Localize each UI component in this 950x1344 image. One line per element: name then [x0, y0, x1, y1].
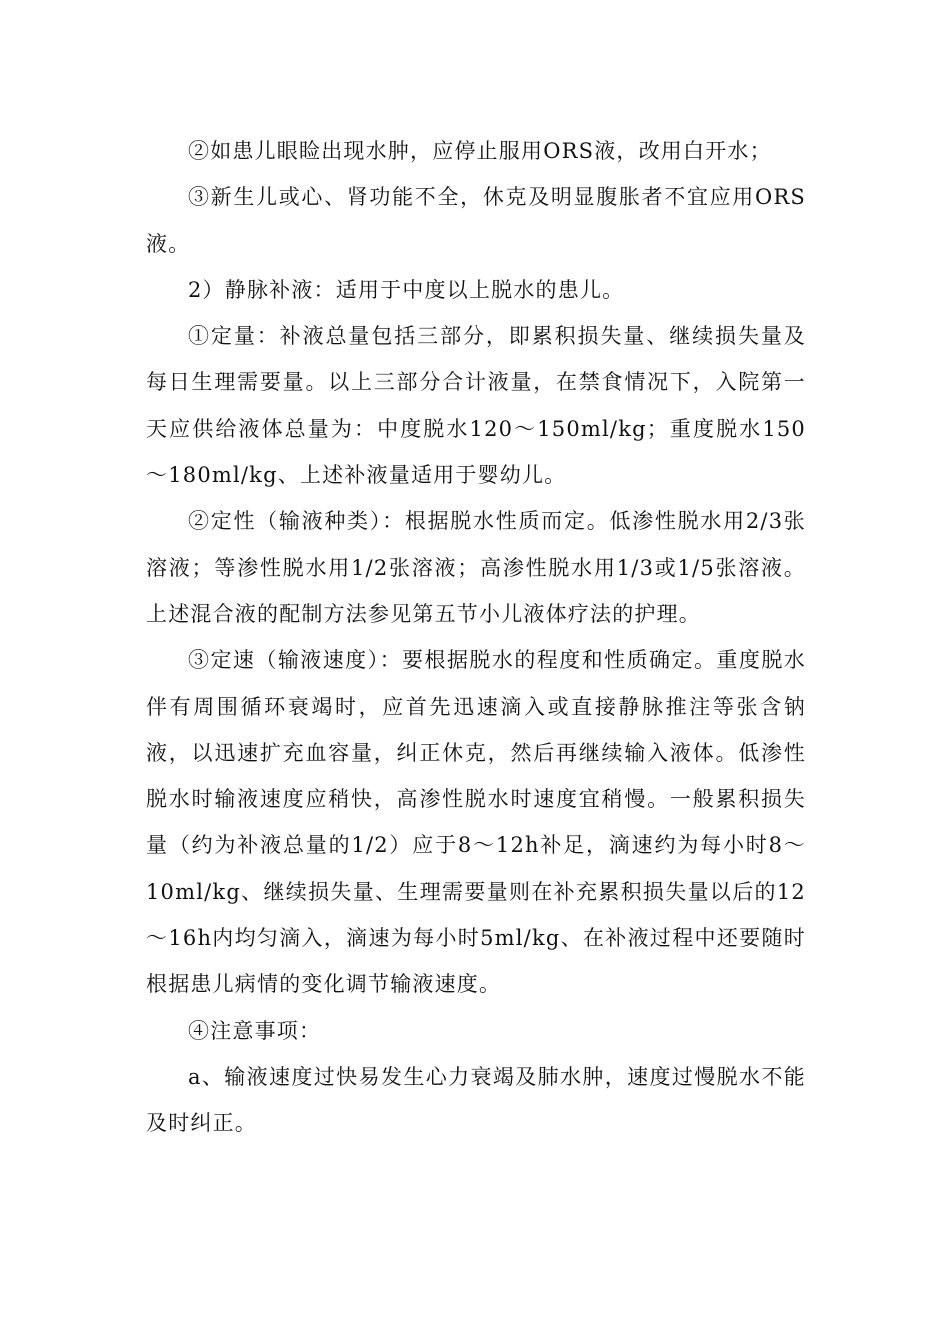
paragraph-iv-fluid-heading: 2）静脉补液：适用于中度以上脱水的患儿。	[188, 277, 625, 302]
paragraph-quantity: ①定量：补液总量包括三部分，即累积损失量、继续损失量及每日生理需要量。以上三部分合计液量，在禁食情况下，入院第一天应供给液体总量为：中度脱水120～150ml/kg；重度脱水150～180ml/kg、上述补液量适用于婴幼儿。	[146, 324, 806, 488]
paragraph-fluid-type: ②定性（输液种类）：根据脱水性质而定。低渗性脱水用2/3张溶液；等渗性脱水用1/2张溶液；高渗性脱水用1/3或1/5张溶液。上述混合液的配制方法参见第五节小儿液体疗法的护理。	[146, 509, 806, 626]
paragraph-precaution-a: a、输液速度过快易发生心力衰竭及肺水肿，速度过慢脱水不能及时纠正。	[146, 1064, 806, 1136]
paragraph-infusion-rate: ③定速（输液速度）：要根据脱水的程度和性质确定。重度脱水伴有周围循环衰竭时，应首先迅速滴入或直接静脉推注等张含钠液，以迅速扩充血容量，纠正休克，然后再继续输入液体。低渗性脱水时输液速度应稍快，高渗性脱水时速度宜稍慢。一般累积损失量（约为补液总量的1/2）应于8～12h补足，滴速约为每小时8～10ml/kg、继续损失量、生理需要量则在补充累积损失量以后的12～16h内均匀滴入，滴速为每小时5ml/kg、在补液过程中还要随时根据患儿病情的变化调节输液速度。	[146, 648, 806, 997]
document-body	[146, 128, 806, 1147]
paragraph-ors-edema: ②如患儿眼睑出现水肿，应停止服用ORS液，改用白开水；	[188, 139, 772, 163]
paragraph-precautions-heading: ④注意事项：	[188, 1018, 322, 1043]
paragraph-ors-contraindication: ③新生儿或心、肾功能不全，休克及明显腹胀者不宜应用ORS液。	[146, 185, 806, 256]
